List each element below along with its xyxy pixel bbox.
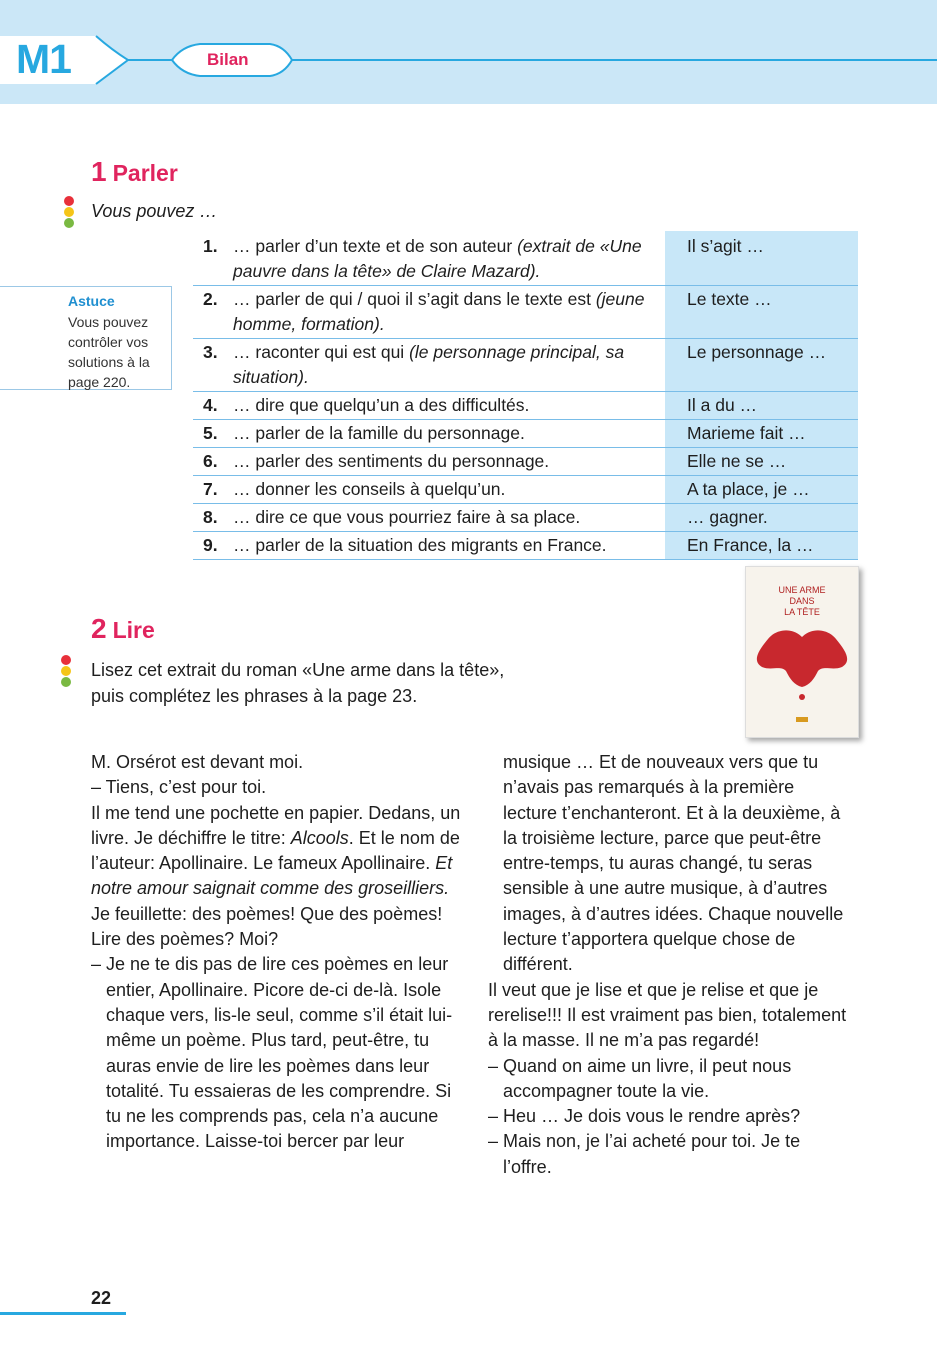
section-1-intro: Vous pouvez … bbox=[91, 201, 218, 221]
module-label: M1 bbox=[16, 36, 71, 82]
row-answer-starter: En France, la … bbox=[665, 532, 858, 560]
paragraph: musique … Et de nouveaux vers que tu n’avais pas remarqués à la première lecture t’enchanteront. Et à la deuxième, à la troisième lecture, parce que peut-être entre-temps, tu auras changé, tu seras sensible à une autre musique, à d’autres images, à d’autres idées. Chaque nouvelle lecture t’apportera quelque chose de différent. bbox=[503, 752, 844, 975]
header-tab-shape bbox=[0, 0, 937, 104]
traffic-light-icon bbox=[61, 655, 71, 688]
row-number: 1. bbox=[193, 231, 233, 286]
row-number: 8. bbox=[193, 504, 233, 532]
row-number: 2. bbox=[193, 286, 233, 339]
section-2-intro-line: Lisez cet extrait du roman «Une arme dans la tête», bbox=[91, 660, 505, 680]
skills-table bbox=[193, 231, 858, 560]
row-answer-starter: A ta place, je … bbox=[665, 476, 858, 504]
astuce-box bbox=[0, 286, 172, 390]
section-1-number: 1 bbox=[91, 156, 107, 187]
row-task-text: … parler des sentiments du personnage. bbox=[233, 451, 550, 471]
table-row bbox=[193, 476, 858, 504]
row-number: 7. bbox=[193, 476, 233, 504]
row-task-hint: (extrait de «Une pauvre dans la tête» de Claire Mazard). bbox=[233, 236, 642, 281]
page-number: 22 bbox=[91, 1288, 112, 1308]
text-run: Il me tend une pochette en papier. Dedans, un livre. Je déchiffre le titre: bbox=[91, 802, 461, 848]
row-task-hint: (jeune homme, formation). bbox=[233, 289, 645, 334]
row-task-text: … parler d’un texte et de son auteur bbox=[233, 236, 518, 256]
dialogue-line: – Heu … Je dois vous le rendre après? bbox=[488, 1106, 801, 1127]
row-task-text: … parler de la famille du personnage. bbox=[233, 423, 525, 443]
row-task bbox=[233, 448, 665, 476]
paragraph: – Tiens, c’est pour toi. bbox=[91, 777, 267, 798]
row-task bbox=[233, 504, 665, 532]
paragraph bbox=[91, 801, 471, 902]
row-task-text: … dire ce que vous pourriez faire à sa place. bbox=[233, 507, 581, 527]
footer-rule bbox=[0, 1312, 126, 1315]
row-answer-starter: Le personnage … bbox=[665, 339, 858, 392]
page-header bbox=[0, 0, 937, 104]
text-column-left bbox=[91, 750, 471, 1155]
astuce-body: Vous pouvez contrôler vos solutions à la page 220. bbox=[68, 314, 150, 390]
table-row bbox=[193, 532, 858, 560]
astuce-title: Astuce bbox=[68, 293, 115, 309]
row-task-text: … donner les conseils à quelqu’un. bbox=[233, 479, 506, 499]
table-row bbox=[193, 392, 858, 420]
inkblot-icon bbox=[746, 567, 858, 737]
row-task bbox=[233, 420, 665, 448]
row-task bbox=[233, 286, 665, 339]
dialogue-line: – Quand on aime un livre, il peut nous accompagner toute la vie. bbox=[488, 1055, 792, 1101]
table-row bbox=[193, 231, 858, 286]
row-task-text: … parler de qui / quoi il s’agit dans le texte est bbox=[233, 289, 596, 309]
section-2-number: 2 bbox=[91, 613, 107, 644]
row-number: 9. bbox=[193, 532, 233, 560]
row-number: 6. bbox=[193, 448, 233, 476]
traffic-light-icon bbox=[64, 196, 74, 229]
row-answer-starter: … gagner. bbox=[665, 504, 858, 532]
table-row bbox=[193, 286, 858, 339]
bilan-tab: Bilan bbox=[207, 50, 249, 69]
row-task-text: … parler de la situation des migrants en France. bbox=[233, 535, 607, 555]
book-title-line: DANS bbox=[789, 596, 815, 606]
row-number: 4. bbox=[193, 392, 233, 420]
table-row bbox=[193, 504, 858, 532]
row-answer-starter: Il s’agit … bbox=[665, 231, 858, 286]
section-2-title bbox=[91, 613, 155, 645]
row-answer-starter: Elle ne se … bbox=[665, 448, 858, 476]
row-task bbox=[233, 532, 665, 560]
paragraph: M. Orsérot est devant moi. bbox=[91, 752, 304, 772]
text-column-right bbox=[488, 750, 848, 1180]
dialogue-line: – Je ne te dis pas de lire ces poèmes en leur entier, Apollinaire. Picore de-ci de-là. Isole chaque vers, lis-le seul, comme s’il était lui-même un poème. Plus tard, peut-être, tu auras envie de lire les poèmes dans leur totalité. Tu essaieras de les comprendre. Si tu ne les comprends pas, cela n’a aucune importance. Laisse-toi bercer par leur bbox=[91, 954, 453, 1152]
section-2-intro bbox=[91, 657, 504, 709]
row-task-text: … raconter qui est qui bbox=[233, 342, 410, 362]
book-title-line: UNE ARME bbox=[778, 585, 826, 595]
row-task-hint: (le personnage principal, sa situation). bbox=[233, 342, 625, 387]
row-task bbox=[233, 231, 665, 286]
dialogue-line: – Mais non, je l’ai acheté pour toi. Je te l’offre. bbox=[488, 1131, 801, 1177]
text-run: . Et le nom de l’auteur: Apollinaire. Le fameux Apollinaire. bbox=[91, 827, 460, 874]
row-answer-starter: Marieme fait … bbox=[665, 420, 858, 448]
book-title-line: LA TÊTE bbox=[784, 607, 820, 617]
section-1-title bbox=[91, 156, 178, 188]
row-number: 3. bbox=[193, 339, 233, 392]
text-run-italic: Et notre amour saignait comme des groseilliers. bbox=[91, 853, 453, 899]
section-1-label: Parler bbox=[112, 160, 178, 186]
table-row bbox=[193, 420, 858, 448]
table-row bbox=[193, 339, 858, 392]
paragraph: Il veut que je lise et que je relise et que je rerelise!!! Il est vraiment pas bien, totalement à la masse. Il ne m’a pas regardé! bbox=[488, 979, 847, 1051]
row-task bbox=[233, 392, 665, 420]
row-answer-starter: Le texte … bbox=[665, 286, 858, 339]
section-2-intro-line: puis complétez les phrases à la page 23. bbox=[91, 686, 418, 706]
section-2-label: Lire bbox=[112, 617, 155, 643]
row-number: 5. bbox=[193, 420, 233, 448]
row-answer-starter: Il a du … bbox=[665, 392, 858, 420]
row-task-text: … dire que quelqu’un a des difficultés. bbox=[233, 395, 530, 415]
text-run-italic: Alcools bbox=[290, 827, 349, 848]
paragraph: Je feuillette: des poèmes! Que des poèmes! Lire des poèmes? Moi? bbox=[91, 903, 443, 950]
row-task bbox=[233, 339, 665, 392]
row-task bbox=[233, 476, 665, 504]
book-cover-image bbox=[745, 566, 859, 738]
table-row bbox=[193, 448, 858, 476]
